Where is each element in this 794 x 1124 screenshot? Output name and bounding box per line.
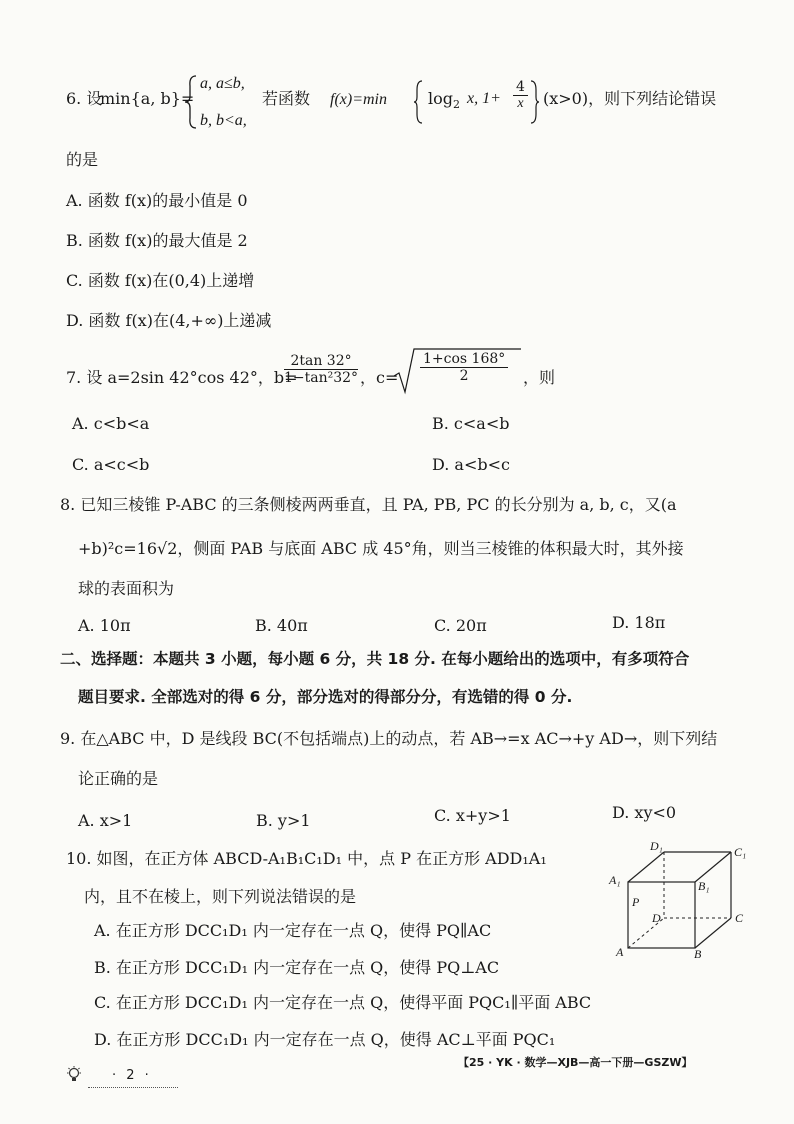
q9-line-2: 论正确的是 bbox=[78, 769, 159, 788]
q6-right-brace bbox=[530, 80, 540, 128]
q9-option-a: A. x>1 bbox=[78, 811, 133, 830]
q8-option-b: B. 40π bbox=[255, 616, 308, 635]
q9-option-b: B. y>1 bbox=[256, 811, 311, 830]
q6-mid-text: 若函数 bbox=[262, 89, 311, 108]
q10-line-2: 内，且不在棱上，则下列说法错误的是 bbox=[84, 887, 357, 906]
q7-stem-a: 7. 设 a=2sin 42°cos 42°，b= bbox=[66, 368, 298, 387]
footer-tag: 【25 · YK · 数学—XJB—高一下册—GSZW】 bbox=[458, 1056, 693, 1069]
q8-line-3: 球的表面积为 bbox=[78, 579, 175, 598]
q8-line-1: 8. 已知三棱锥 P-ABC 的三条侧棱两两垂直，且 PA, PB, PC 的长分别为 a, b, c，又(a bbox=[60, 495, 677, 514]
q7-stem-c: ，c= bbox=[360, 368, 399, 387]
q6-number: 6. 设 bbox=[66, 89, 103, 108]
cube-diagram bbox=[606, 838, 756, 963]
cube-label-b: B bbox=[694, 947, 702, 961]
q7-option-d: D. a<b<c bbox=[432, 455, 510, 474]
cube-label-b1: B₁ bbox=[698, 879, 710, 893]
q6-frac-num: 4 bbox=[513, 80, 528, 96]
q6-log-text: log bbox=[428, 89, 453, 108]
q6-option-b: B. 函数 f(x)的最大值是 2 bbox=[66, 231, 248, 250]
q10-option-c: C. 在正方形 DCC₁D₁ 内一定存在一点 Q，使得平面 PQC₁∥平面 ABC bbox=[94, 993, 592, 1012]
cube-label-c: C bbox=[735, 911, 744, 925]
lightbulb-icon bbox=[66, 1066, 82, 1088]
q6-logx: x, 1+ bbox=[467, 90, 501, 107]
q10-option-b: B. 在正方形 DCC₁D₁ 内一定存在一点 Q，使得 PQ⊥AC bbox=[94, 958, 500, 977]
q6-case-1: a, a≤b, bbox=[200, 75, 245, 92]
q6-fx-text: f(x)=min bbox=[330, 91, 387, 108]
cube-label-d1: D₁ bbox=[650, 839, 663, 853]
q6-frac bbox=[511, 80, 530, 111]
q7-b-num: 2tan 32° bbox=[284, 354, 358, 370]
q7-b-frac bbox=[282, 354, 360, 385]
cube-label-c1: C₁ bbox=[734, 845, 747, 859]
cube-label-a1: A₁ bbox=[609, 873, 621, 887]
page-number: · 2 · bbox=[112, 1068, 152, 1083]
q6-option-c: C. 函数 f(x)在(0,4)上递增 bbox=[66, 271, 255, 290]
q7-c-den: 2 bbox=[459, 368, 469, 384]
q6-log-sub: 2 bbox=[453, 98, 460, 111]
q8-option-c: C. 20π bbox=[434, 616, 487, 635]
q6-fx bbox=[330, 91, 387, 108]
cube-label-d: D bbox=[652, 911, 661, 925]
q6-log bbox=[428, 91, 460, 110]
q6-case-2: b, b<a, bbox=[200, 112, 247, 129]
q7-c-frac bbox=[418, 352, 510, 383]
q6-frac-den: x bbox=[517, 96, 524, 111]
q9-line-1: 9. 在△ABC 中，D 是线段 BC(不包括端点)上的动点，若 AB→=x AC→+y AD→，则下列结 bbox=[60, 729, 718, 748]
q9-option-c: C. x+y>1 bbox=[434, 806, 511, 825]
q6-tail: (x>0)，则下列结论错误 bbox=[543, 89, 717, 108]
q9-option-d: D. xy<0 bbox=[612, 803, 677, 822]
q10-option-d: D. 在正方形 DCC₁D₁ 内一定存在一点 Q，使得 AC⊥平面 PQC₁ bbox=[94, 1030, 556, 1049]
q6-option-a: A. 函数 f(x)的最小值是 0 bbox=[66, 191, 248, 210]
q7-option-b: B. c<a<b bbox=[432, 414, 510, 433]
q6-brace bbox=[184, 74, 198, 134]
q7-c-num: 1+cos 168° bbox=[420, 352, 508, 368]
q7-stem-end: ，则 bbox=[523, 368, 556, 387]
q10-line-1: 10. 如图，在正方体 ABCD-A₁B₁C₁D₁ 中，点 P 在正方形 ADD₁A₁ bbox=[66, 849, 547, 868]
q7-option-a: A. c<b<a bbox=[72, 414, 150, 433]
cube-label-p: P bbox=[632, 895, 640, 909]
q10-option-a: A. 在正方形 DCC₁D₁ 内一定存在一点 Q，使得 PQ∥AC bbox=[94, 921, 492, 940]
footer-underline bbox=[88, 1087, 178, 1088]
q6-left-brace bbox=[413, 80, 423, 128]
q6-min-def: min{a, b}= bbox=[100, 89, 195, 108]
q7-b-den: 1−tan²32° bbox=[284, 370, 359, 386]
q6-tail-2: 的是 bbox=[66, 150, 99, 169]
q6-option-d: D. 函数 f(x)在(4,+∞)上递减 bbox=[66, 311, 272, 330]
q8-line-2: +b)²c=16√2，侧面 PAB 与底面 ABC 成 45°角，则当三棱锥的体积最大时，其外接 bbox=[78, 539, 684, 558]
section-2-instructions: 题目要求. 全部选对的得 6 分，部分选对的得部分分，有选错的得 0 分. bbox=[78, 688, 573, 706]
section-2-heading: 二、选择题：本题共 3 小题，每小题 6 分，共 18 分. 在每小题给出的选项中，有多项符合 bbox=[60, 650, 690, 668]
q8-option-d: D. 18π bbox=[612, 613, 666, 632]
q8-option-a: A. 10π bbox=[78, 616, 131, 635]
cube-label-a: A bbox=[616, 945, 624, 959]
q7-option-c: C. a<c<b bbox=[72, 455, 150, 474]
